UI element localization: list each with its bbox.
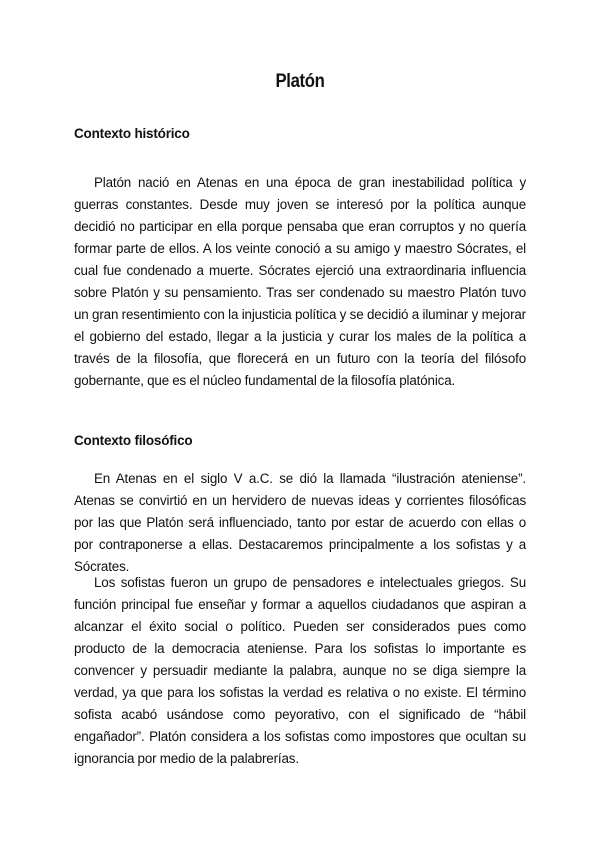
- section-heading-philosophical-context: Contexto filosófico: [74, 433, 193, 448]
- paragraph-historical-context: Platón nació en Atenas en una época de gran inestabilidad política y guerras constantes. Desde muy joven se interesó por la política aunque decidió no participar en ella porque pensaba que eran corruptos y no quería formar parte de ellos. A los veinte conoció a su amigo y maestro Sócrates, el cual fue condenado a muerte. Sócrates ejerció una extraordinaria influencia sobre Platón y su pensamiento. Tras ser condenado su maestro Platón tuvo un gran resentimiento con la injusticia política y se decidió a iluminar y mejorar el gobierno del estado, llegar a la justicia y curar los males de la política a través de la filosofía, que florecerá en un futuro con la teoría del filósofo gobernante, que es el núcleo fundamental de la filosofía platónica.: [74, 175, 526, 388]
- page-title: Platón: [275, 71, 325, 92]
- section-heading-historical-context: Contexto histórico: [74, 126, 190, 141]
- paragraph-sophists: Los sofistas fueron un grupo de pensadores e intelectuales griegos. Su función principal fue enseñar y formar a aquellos ciudadanos que aspiran a alcanzar el éxito social o político. Pueden ser considerados pues como producto de la democracia ateniense. Para los sofistas lo importante es convencer y persuadir mediante la palabra, aunque no se diga siempre la verdad, ya que para los sofistas la verdad es relativa o no existe. El término sofista acabó usándose como peyorativo, con el significado de “hábil engañador”. Platón considera a los sofistas como impostores que ocultan su ignorancia por medio de la palabrerías.: [74, 575, 526, 766]
- paragraph-athens-enlightenment: En Atenas en el siglo V a.C. se dió la llamada “ilustración ateniense”. Atenas se convirtió en un hervidero de nuevas ideas y corrientes filosóficas por las que Platón será influenciado, tanto por estar de acuerdo con ellas o por contraponerse a ellas. Destacaremos principalmente a los sofistas y a Sócrates.: [74, 471, 526, 574]
